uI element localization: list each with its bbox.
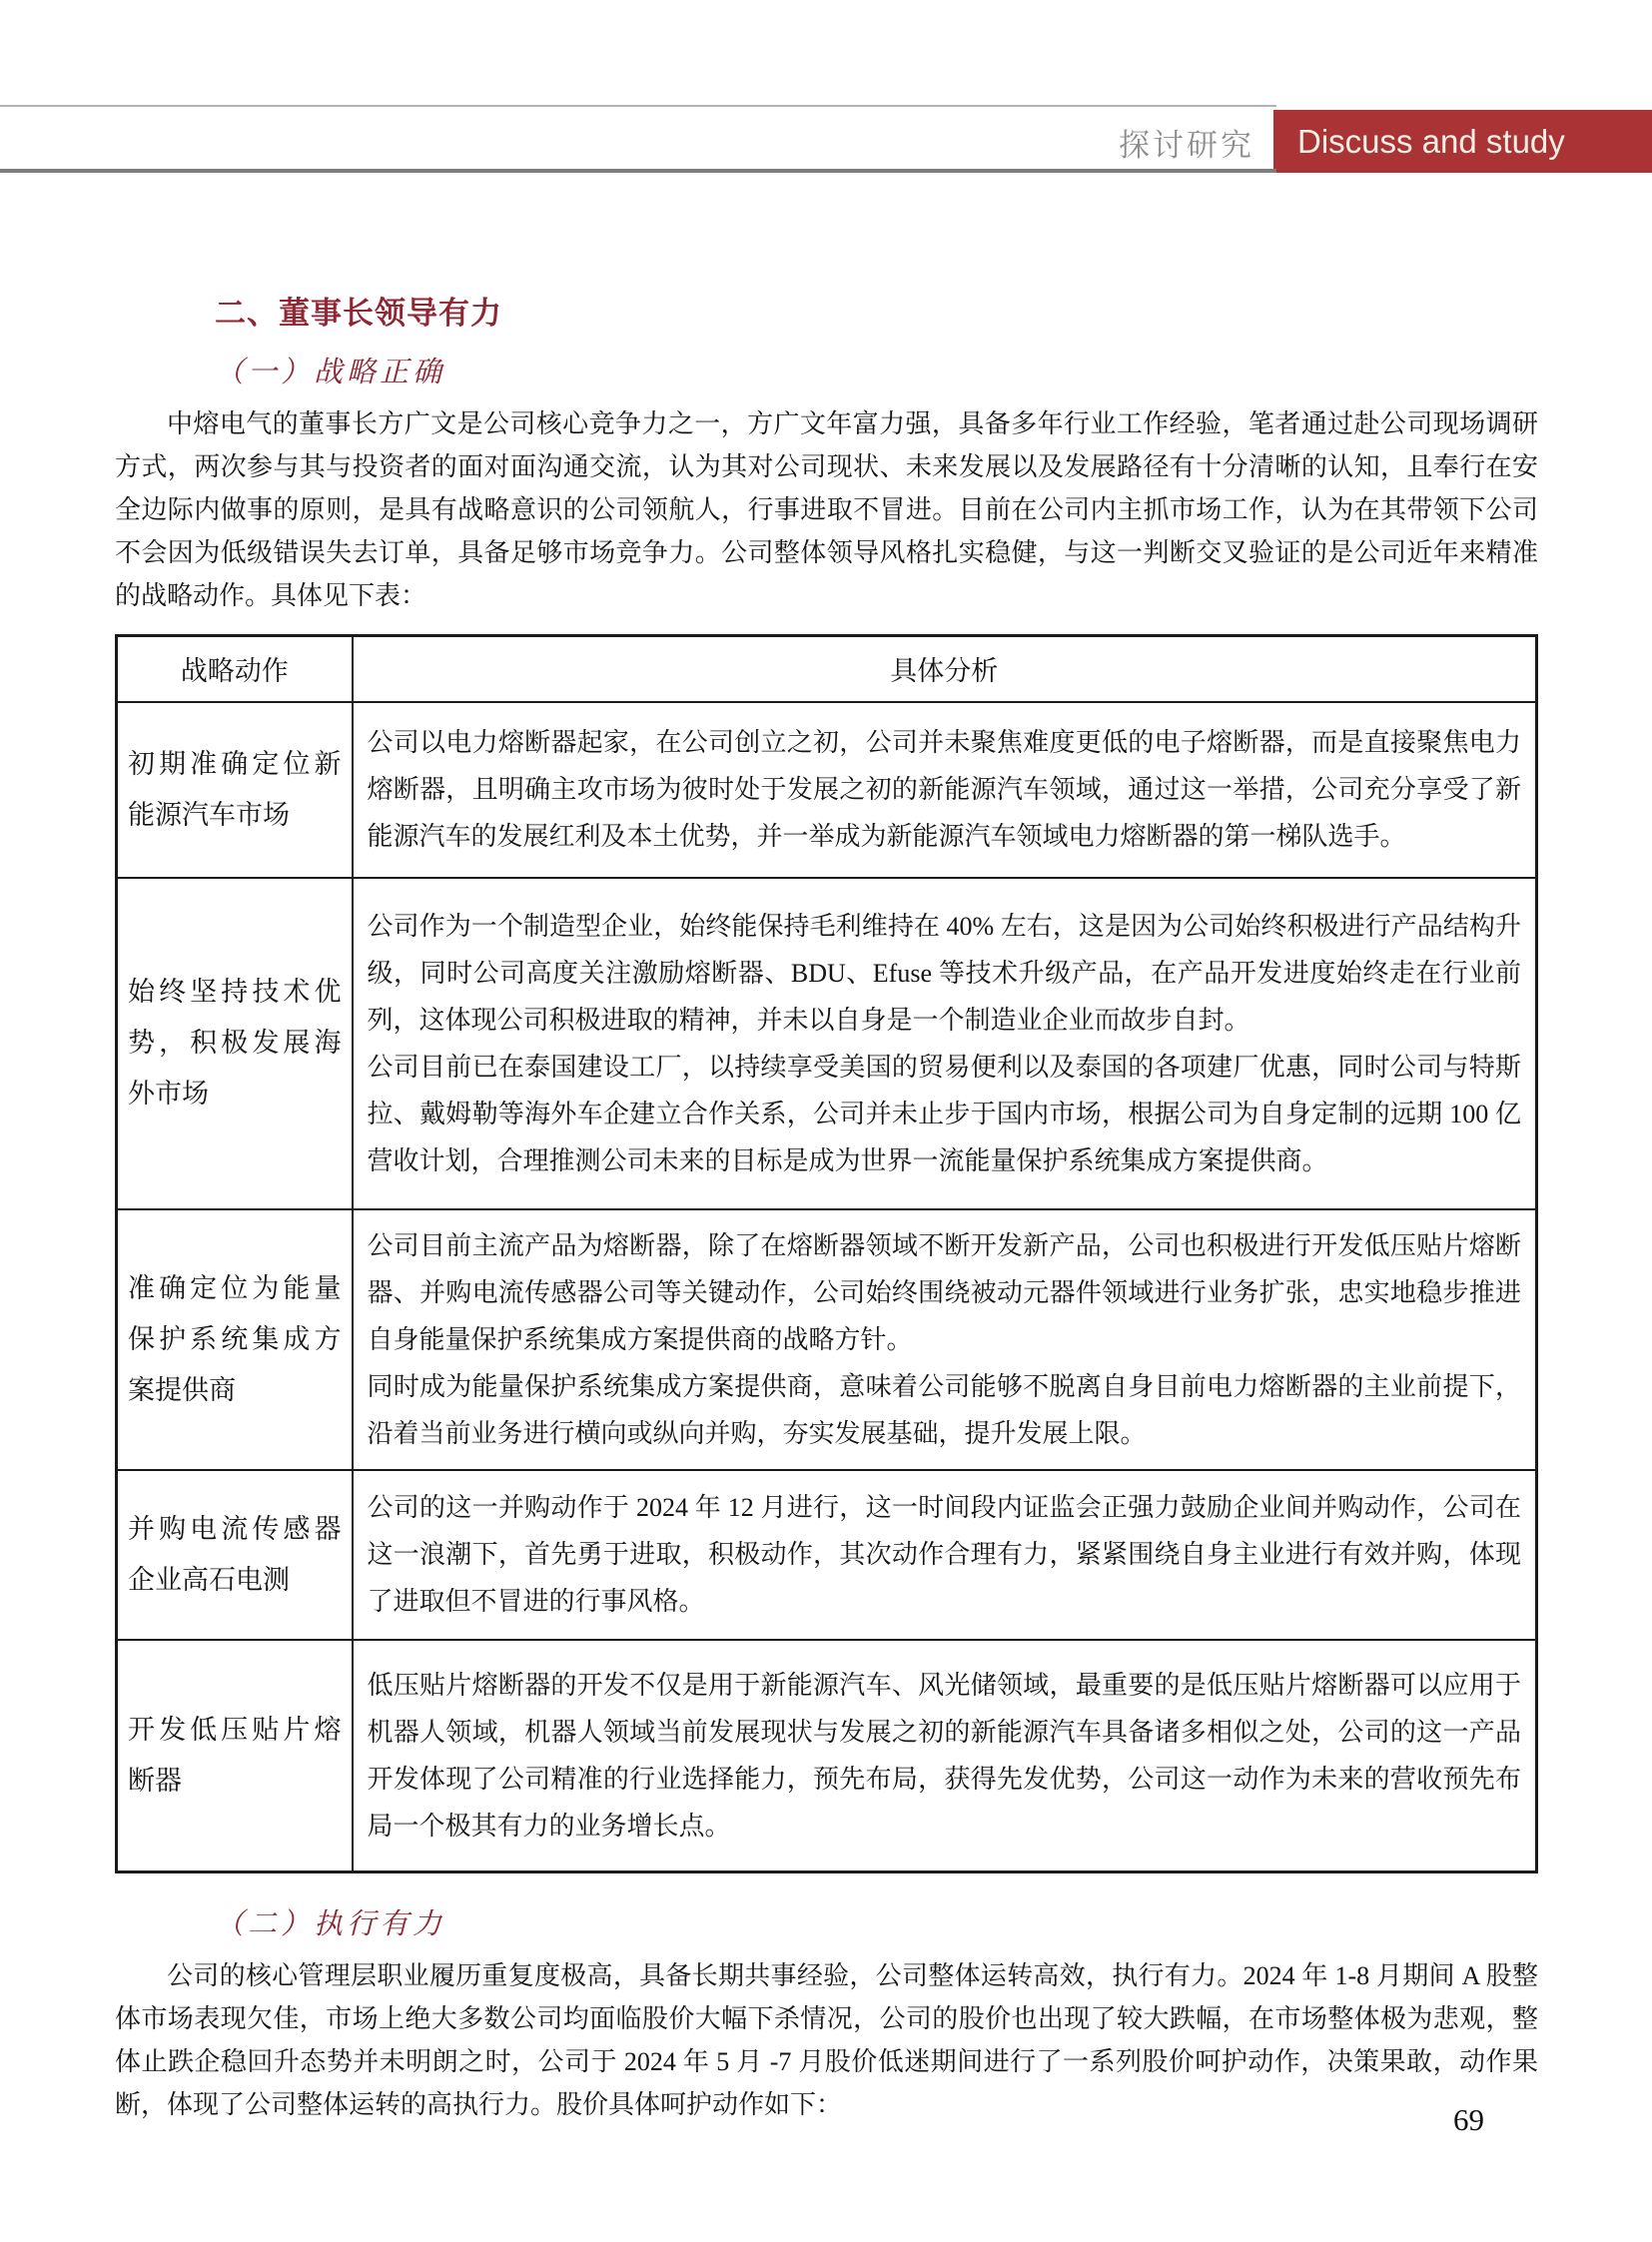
analysis-paragraph: 公司以电力熔断器起家，在公司创立之初，公司并未聚焦难度更低的电子熔断器，而是直接聚焦电力熔断器，且明确主攻市场为彼时处于发展之初的新能源汽车领域，通过这一举措，公司充分享受了新能源汽车的发展红利及本土优势，并一举成为新能源汽车领域电力熔断器的第一梯队选手。 [367,728,1521,851]
table-row [117,1209,1537,1470]
table-row [117,702,1537,878]
analysis-cell [353,702,1537,878]
action-cell: 并购电流传感器企业高石电测 [117,1470,353,1640]
section-title: 二、董事长领导有力 [215,296,502,331]
header-rule-top [0,105,1276,107]
subsection-title-execution: （二）执行有力 [215,1908,446,1940]
table-row [117,1470,1537,1640]
table-header-analysis: 具体分析 [353,636,1537,702]
header-banner [1273,110,1652,173]
analysis-paragraph: 公司目前已在泰国建设工厂，以持续享受美国的贸易便利以及泰国的各项建厂优惠，同时公司与特斯拉、戴姆勒等海外车企建立合作关系，公司并未止步于国内市场，根据公司为自身定制的远期 100 亿营收计划，合理推测公司未来的目标是成为世界一流能量保护系统集成方案提供商。 [367,1052,1521,1175]
table-row [117,878,1537,1209]
analysis-cell [353,1640,1537,1872]
analysis-cell [353,1470,1537,1640]
table-header-row [117,636,1537,702]
strategy-table [115,634,1538,1873]
action-cell: 开发低压贴片熔断器 [117,1640,353,1872]
header-label-cn: 探讨研究 [1119,128,1254,163]
table-header-action: 战略动作 [117,636,353,702]
paragraph-intro: 中熔电气的董事长方广文是公司核心竞争力之一，方广文年富力强，具备多年行业工作经验，笔者通过赴公司现场调研方式，两次参与其与投资者的面对面沟通交流，认为其对公司现状、未来发展以及发展路径有十分清晰的认知，且奉行在安全边际内做事的原则，是具有战略意识的公司领航人，行事进取不冒进。目前在公司内主抓市场工作，认为在其带领下公司不会因为低级错误失去订单，具备足够市场竞争力。公司整体领导风格扎实稳健，与这一判断交叉验证的是公司近年来精准的战略动作。具体见下表： [115,409,1538,610]
analysis-paragraph: 低压贴片熔断器的开发不仅是用于新能源汽车、风光储领域，最重要的是低压贴片熔断器可以应用于机器人领域，机器人领域当前发展现状与发展之初的新能源汽车具备诸多相似之处，公司的这一产品开发体现了公司精准的行业选择能力，预先布局，获得先发优势，公司这一动作为未来的营收预先布局一个极其有力的业务增长点。 [367,1670,1521,1841]
analysis-cell [353,878,1537,1209]
page-content [115,288,1538,2126]
paragraph-execution: 公司的核心管理层职业履历重复度极高，具备长期共事经验，公司整体运转高效，执行有力。2024 年 1-8 月期间 A 股整体市场表现欠佳，市场上绝大多数公司均面临股价大幅下杀情况，公司的股价也出现了较大跌幅，在市场整体极为悲观，整体止跌企稳回升态势并未明朗之时，公司于 2024 年 5 月 -7 月股价低迷期间进行了一系列股价呵护动作，决策果敢，动作果断，体现了公司整体运转的高执行力。股价具体呵护动作如下： [115,1961,1538,2119]
analysis-paragraph: 同时成为能量保护系统集成方案提供商，意味着公司能够不脱离自身目前电力熔断器的主业前提下，沿着当前业务进行横向或纵向并购，夯实发展基础，提升发展上限。 [367,1371,1521,1448]
action-cell: 初期准确定位新能源汽车市场 [117,702,353,878]
page-number: 69 [1453,2102,1484,2137]
subsection-title-strategy: （一）战略正确 [215,357,446,388]
analysis-cell [353,1209,1537,1470]
action-cell: 始终坚持技术优势，积极发展海外市场 [117,878,353,1209]
action-cell: 准确定位为能量保护系统集成方案提供商 [117,1209,353,1470]
analysis-paragraph: 公司目前主流产品为熔断器，除了在熔断器领域不断开发新产品，公司也积极进行开发低压贴片熔断器、并购电流传感器公司等关键动作，公司始终围绕被动元器件领域进行业务扩张，忠实地稳步推进自身能量保护系统集成方案提供商的战略方针。 [367,1230,1521,1354]
header-label-en: Discuss and study [1297,122,1565,160]
analysis-paragraph: 公司的这一并购动作于 2024 年 12 月进行，这一时间段内证监会正强力鼓励企业间并购动作，公司在这一浪潮下，首先勇于进取，积极动作，其次动作合理有力，紧紧围绕自身主业进行有效并购，体现了进取但不冒进的行事风格。 [367,1493,1521,1616]
analysis-paragraph: 公司作为一个制造型企业，始终能保持毛利维持在 40% 左右，这是因为公司始终积极进行产品结构升级，同时公司高度关注激励熔断器、BDU、Efuse 等技术升级产品，在产品开发进度始终走在行业前列，这体现公司积极进取的精神，并未以自身是一个制造业企业而故步自封。 [367,911,1521,1035]
table-row [117,1640,1537,1872]
header-rule-bottom [0,169,1276,173]
